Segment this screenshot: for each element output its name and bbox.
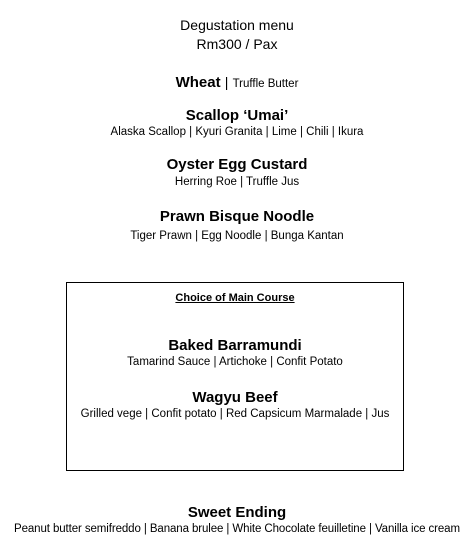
main-option-name: Baked Barramundi bbox=[168, 337, 302, 354]
course-separator: | bbox=[224, 74, 229, 90]
course-description: Truffle Butter bbox=[232, 78, 299, 90]
dessert-name: Sweet Ending bbox=[187, 504, 287, 521]
dessert-description: Peanut butter semifreddo | Banana brulee | White Chocolate feuilletine | Vanilla ice cream bbox=[14, 523, 460, 535]
course-name: Scallop ‘Umai’ bbox=[185, 107, 289, 124]
main-option-name: Wagyu Beef bbox=[192, 389, 278, 406]
course-description: Tiger Prawn | Egg Noodle | Bunga Kantan bbox=[130, 230, 344, 242]
course-name: Wheat bbox=[175, 74, 221, 91]
course-wheat bbox=[0, 73, 474, 93]
main-course-heading: Choice of Main Course bbox=[175, 292, 295, 304]
main-option-description: Tamarind Sauce | Artichoke | Confit Potato bbox=[127, 356, 343, 368]
course-name: Prawn Bisque Noodle bbox=[159, 208, 315, 225]
course-description: Alaska Scallop | Kyuri Granita | Lime | Chili | Ikura bbox=[110, 126, 364, 138]
menu-price: Rm300 / Pax bbox=[196, 36, 278, 52]
menu-title: Degustation menu bbox=[180, 17, 294, 33]
main-option-description: Grilled vege | Confit potato | Red Capsicum Marmalade | Jus bbox=[80, 408, 390, 420]
main-course-box bbox=[66, 282, 404, 471]
course-description: Herring Roe | Truffle Jus bbox=[174, 176, 300, 188]
course-name: Oyster Egg Custard bbox=[166, 156, 308, 173]
